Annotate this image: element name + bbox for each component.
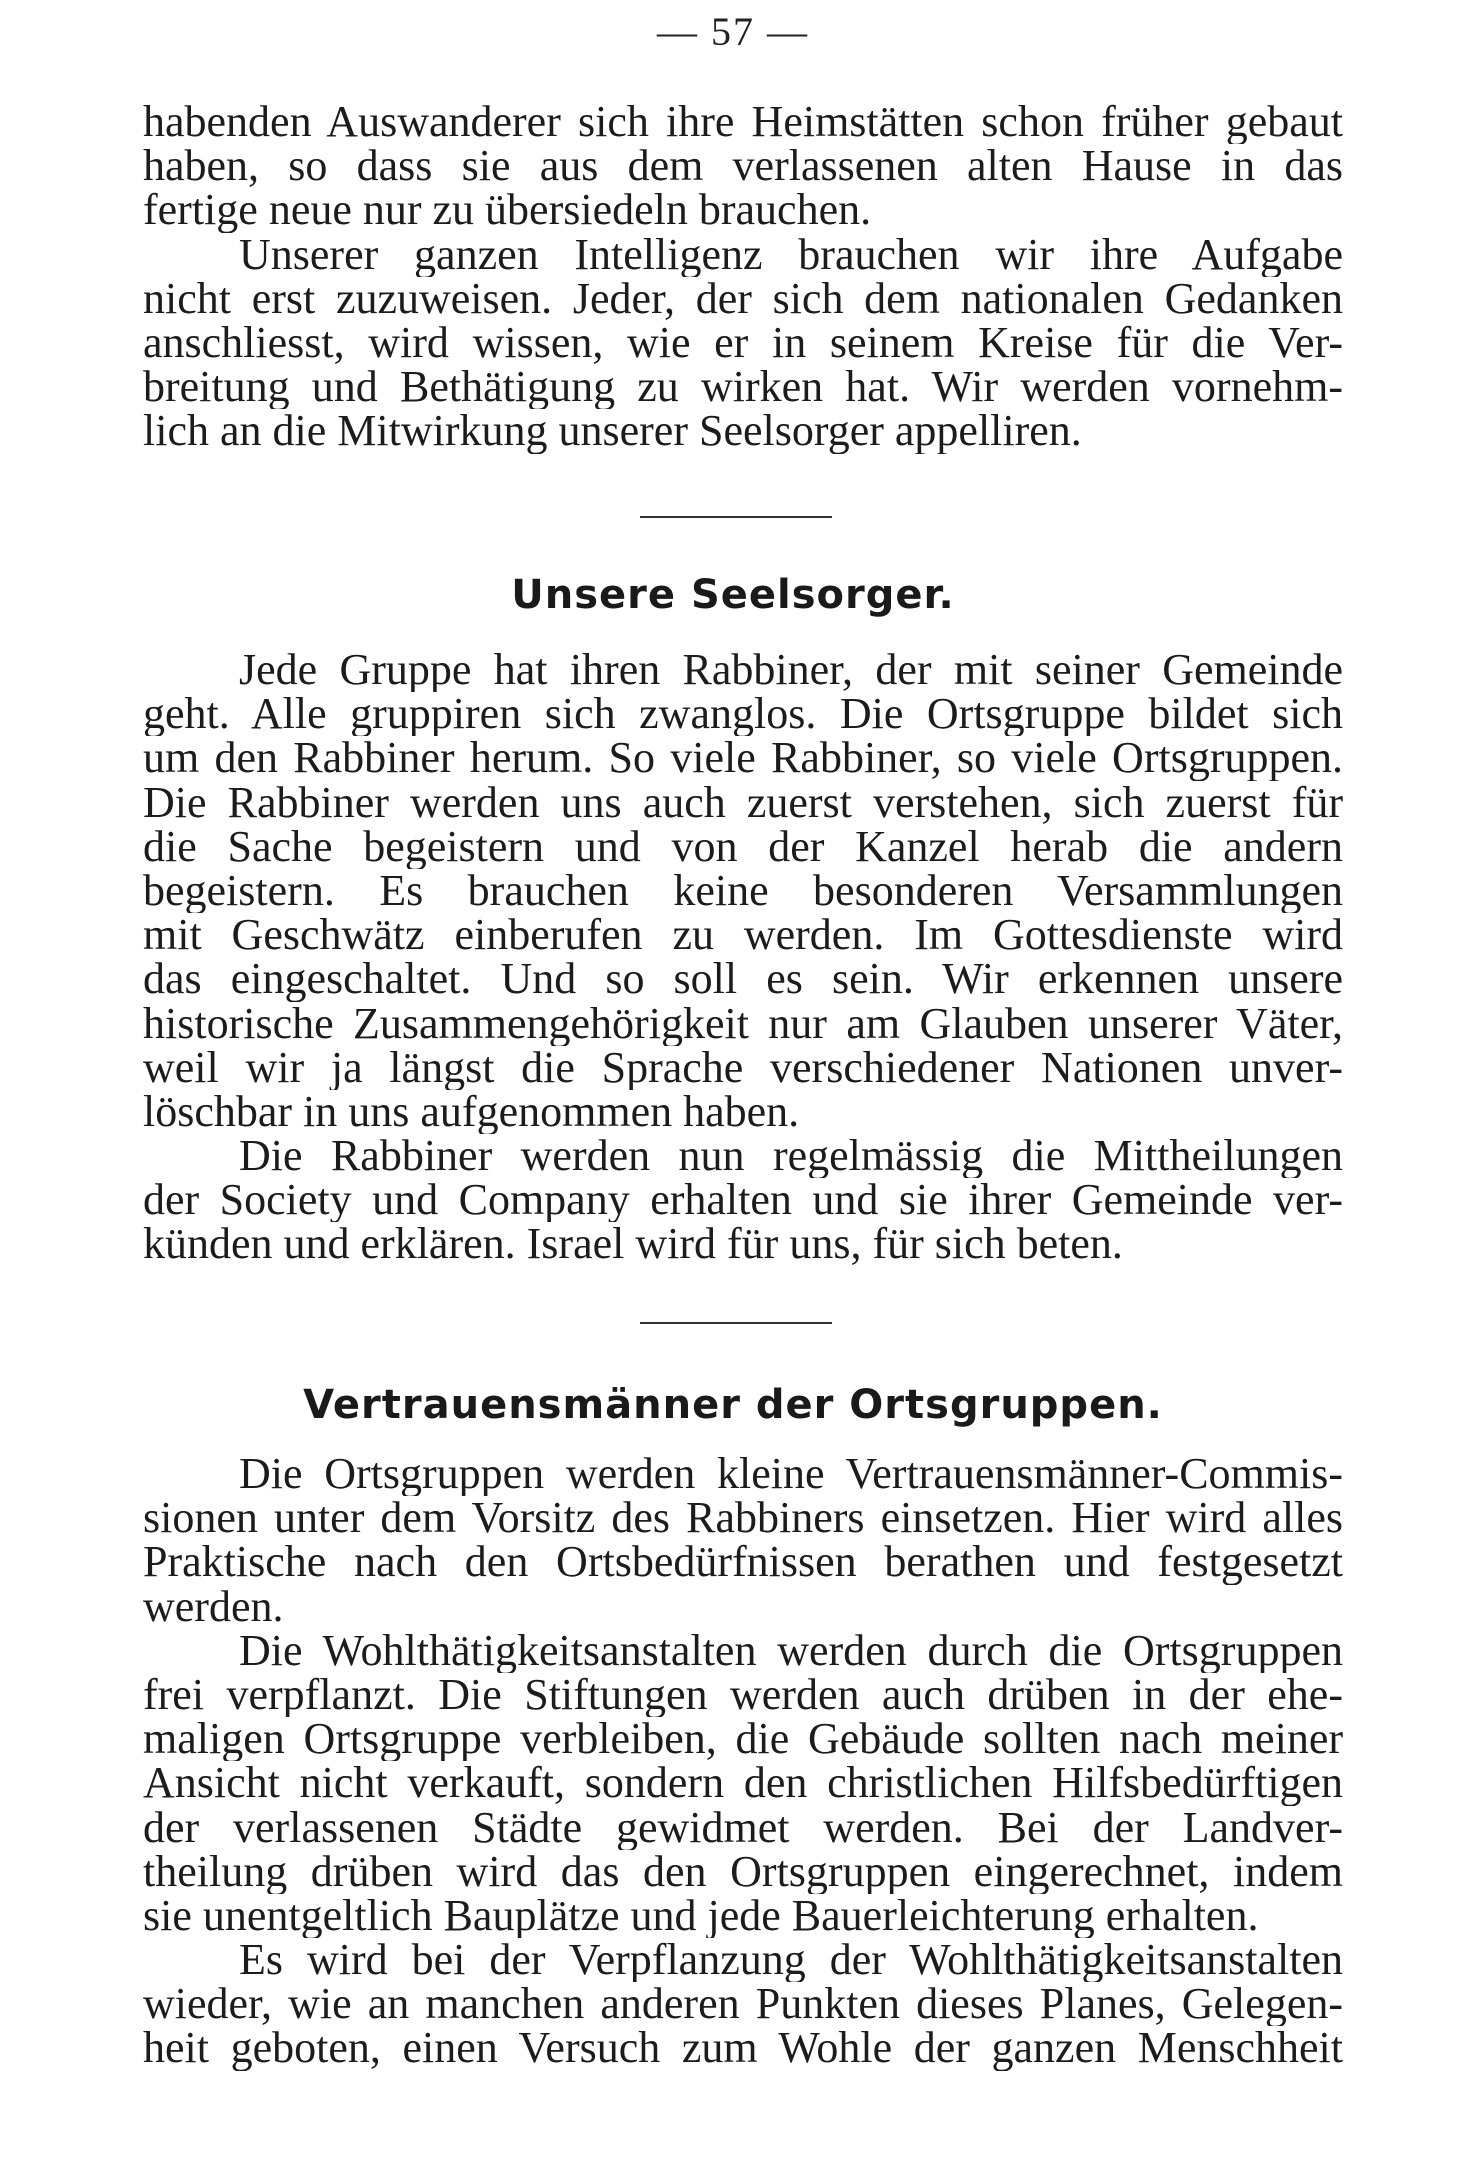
text-line: werden. <box>143 1584 284 1629</box>
text-line: lich an die Mitwirkung unserer Seelsorger appelliren. <box>143 409 1082 454</box>
text-line: nicht erst zuzuweisen. Jeder, der sich dem nationalen Gedanken <box>143 276 1343 321</box>
text-line: geht. Alle gruppiren sich zwanglos. Die Ortsgruppe bildet sich <box>143 692 1343 737</box>
text-line: wieder, wie an manchen anderen Punkten dieses Planes, Gelegen- <box>143 1982 1343 2027</box>
text-line: sionen unter dem Vorsitz des Rabbiners einsetzen. Hier wird alles <box>143 1496 1343 1541</box>
text-line: fertige neue nur zu übersiedeln brauchen. <box>143 188 872 233</box>
text-line: Die Ortsgruppen werden kleine Vertrauensmänner-Commis- <box>239 1452 1343 1497</box>
section-heading: Vertrauensmänner der Ortsgruppen. <box>303 1382 1163 1428</box>
text-line: Ansicht nicht verkauft, sondern den christlichen Hilfsbedürftigen <box>143 1761 1343 1806</box>
section-divider <box>640 1322 832 1324</box>
text-line: breitung und Bethätigung zu wirken hat. Wir werden vornehm- <box>143 365 1343 410</box>
text-line: theilung drüben wird das den Ortsgruppen eingerechnet, indem <box>143 1849 1343 1894</box>
section-heading: Unsere Seelsorger. <box>511 572 955 618</box>
text-line: der verlassenen Städte gewidmet werden. Bei der Landver- <box>143 1805 1343 1850</box>
text-line: Jede Gruppe hat ihren Rabbiner, der mit seiner Gemeinde <box>239 648 1343 693</box>
text-line: der Society und Company erhalten und sie ihrer Gemeinde ver- <box>143 1178 1343 1223</box>
text-line: Die Rabbiner werden nun regelmässig die Mittheilungen <box>239 1134 1343 1179</box>
text-line: frei verpflanzt. Die Stiftungen werden auch drüben in der ehe- <box>143 1672 1343 1718</box>
text-line: um den Rabbiner herum. So viele Rabbiner, so viele Ortsgruppen. <box>143 736 1343 781</box>
text-line: historische Zusammengehörigkeit nur am Glauben unserer Väter, <box>143 1001 1343 1046</box>
text-line: Praktische nach den Ortsbedürfnissen berathen und festgesetzt <box>143 1540 1343 1585</box>
intro-text <box>143 100 1343 454</box>
text-line: anschliesst, wird wissen, wie er in seinem Kreise für die Ver- <box>143 320 1343 366</box>
text-line: Die Wohlthätigkeitsanstalten werden durch die Ortsgruppen <box>239 1628 1343 1673</box>
section-body <box>143 1452 1343 2071</box>
text-line: Es wird bei der Verpflanzung der Wohlthätigkeitsanstalten <box>239 1938 1343 1983</box>
text-line: Unserer ganzen Intelligenz brauchen wir ihre Aufgabe <box>239 232 1343 277</box>
text-line: weil wir ja längst die Sprache verschiedener Nationen unver- <box>143 1045 1343 1090</box>
section-body <box>143 648 1343 1267</box>
text-line: Die Rabbiner werden uns auch zuerst verstehen, sich zuerst für <box>143 780 1343 825</box>
text-line: künden und erklären. Israel wird für uns, für sich beten. <box>143 1222 1123 1267</box>
text-line: begeistern. Es brauchen keine besonderen Versammlungen <box>143 868 1343 914</box>
text-line: maligen Ortsgruppe verbleiben, die Gebäude sollten nach meiner <box>143 1717 1343 1762</box>
text-line: habenden Auswanderer sich ihre Heimstätten schon früher gebaut <box>143 100 1343 145</box>
text-line: die Sache begeistern und von der Kanzel herab die andern <box>143 824 1343 869</box>
text-line: sie unentgeltlich Bauplätze und jede Bauerleichterung erhalten. <box>143 1893 1259 1939</box>
text-line: das eingeschaltet. Und so soll es sein. Wir erkennen unsere <box>143 957 1343 1002</box>
text-line: löschbar in uns aufgenommen haben. <box>143 1089 800 1135</box>
page-number: — 57 — <box>657 9 809 54</box>
section-divider <box>640 516 832 518</box>
text-line: heit geboten, einen Versuch zum Wohle der ganzen Menschheit <box>143 2026 1343 2071</box>
text-line: haben, so dass sie aus dem verlassenen alten Hause in das <box>143 144 1343 189</box>
text-line: mit Geschwätz einberufen zu werden. Im Gottesdienste wird <box>143 913 1343 958</box>
